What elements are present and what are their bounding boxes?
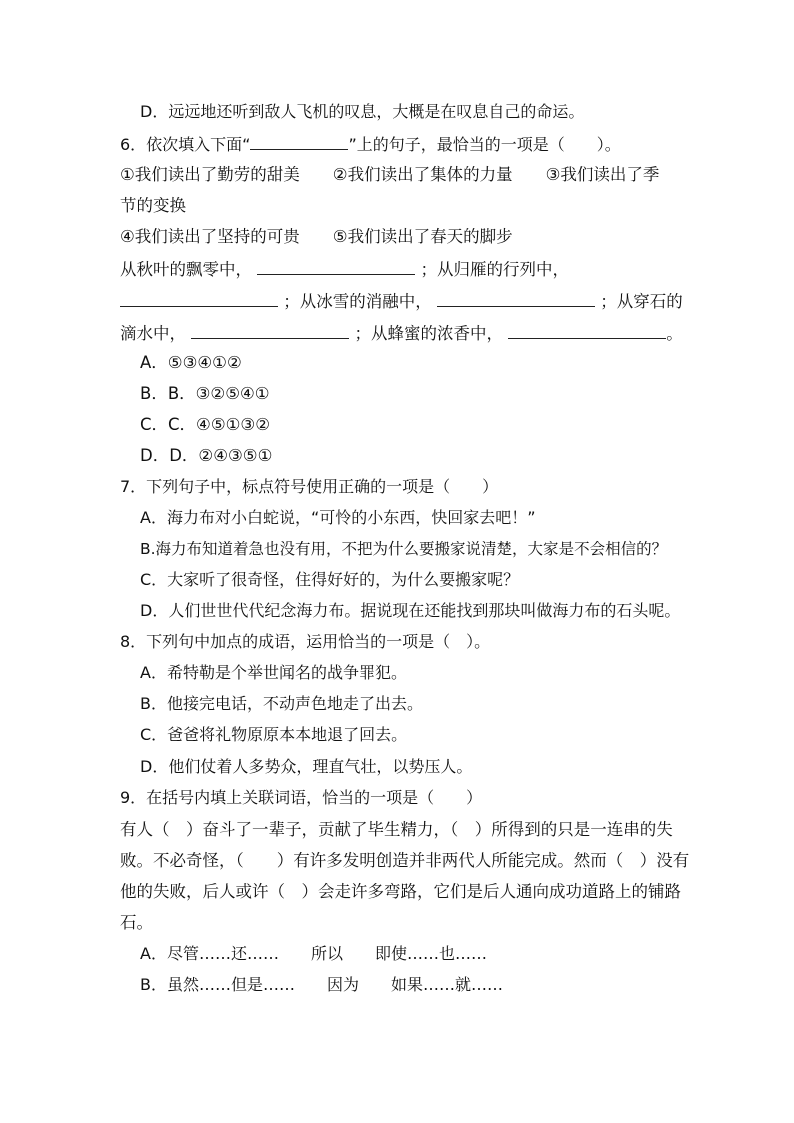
passage-text: ；从冰雪的消融中，	[283, 292, 432, 311]
q8-option-b: B．他接完电话，不动声色地走了出去。	[140, 694, 423, 713]
passage-blank-4	[191, 322, 349, 339]
q6-stem	[120, 133, 621, 156]
q6-option-d: D．D．②④③⑤①	[140, 446, 273, 465]
q8-option-d: D．他们仗着人多势众，理直气壮，以势压人。	[140, 757, 473, 776]
q9-option-a: A．尽管……还…… 所以 即使……也……	[140, 944, 487, 963]
passage-text: ；从蜂蜜的浓香中，	[354, 324, 503, 343]
q9-passage-line-3: 他的失败，后人或许（ ）会走许多弯路，它们是后人通向成功道路上的铺路	[120, 882, 681, 901]
passage-text: ；从归雁的行列中，	[420, 260, 569, 279]
passage-blank-2	[120, 290, 278, 307]
q8-option-a: A．希特勒是个举世闻名的战争罪犯。	[140, 663, 407, 682]
q9-passage-line-2: 败。不必奇怪，（ ）有许多发明创造并非两代人所能完成。然而（ ）没有	[120, 851, 690, 870]
passage-text: 。	[666, 324, 683, 343]
q8-option-c: C．爸爸将礼物原原本本地退了回去。	[140, 725, 408, 744]
q6-stem-part-b: ”上的句子，最恰当的一项是（ ）。	[348, 135, 621, 154]
q6-sentences-1-cont: 节的变换	[120, 196, 186, 215]
passage-blank-1	[257, 258, 415, 275]
passage-text: 从秋叶的飘零中，	[120, 260, 252, 279]
q7-stem: 7．下列句子中，标点符号使用正确的一项是（ ）	[120, 477, 499, 496]
q7-option-a: A．海力布对小白蛇说，“可怜的小东西，快回家去吧！”	[140, 508, 536, 527]
q6-sentences-2: ④我们读出了坚持的可贵 ⑤我们读出了春天的脚步	[120, 227, 513, 246]
passage-text: ；从穿石的	[600, 292, 683, 311]
q6-passage-line-3	[120, 322, 683, 345]
q9-passage-line-4: 石。	[120, 913, 153, 932]
q7-option-b: B.海力布知道着急也没有用，不把为什么要搬家说清楚，大家是不会相信的？	[140, 540, 668, 558]
q6-passage-line-2	[120, 290, 683, 313]
q9-stem: 9．在括号内填上关联词语，恰当的一项是（ ）	[120, 788, 483, 807]
q9-passage-line-1: 有人（ ）奋斗了一辈子，贡献了毕生精力，（ ）所得到的只是一连串的失	[120, 820, 673, 839]
passage-blank-5	[508, 322, 666, 339]
passage-text: 滴水中，	[120, 324, 186, 343]
q7-option-d: D．人们世世代代纪念海力布。据说现在还能找到那块叫做海力布的石头呢。	[140, 601, 681, 620]
q5-option-d: D．远远地还听到敌人飞机的叹息，大概是在叹息自己的命运。	[140, 102, 585, 121]
q6-option-c: C．C．④⑤①③②	[140, 415, 271, 434]
q6-passage-line-1	[120, 258, 569, 281]
passage-blank-3	[437, 290, 595, 307]
q6-sentences-1: ①我们读出了勤劳的甜美 ②我们读出了集体的力量 ③我们读出了季	[120, 165, 660, 184]
q6-stem-blank	[250, 133, 348, 150]
q6-option-b: B．B．③②⑤④①	[140, 384, 270, 403]
q7-option-c: C．大家听了很奇怪，住得好好的，为什么要搬家呢？	[140, 570, 520, 589]
q8-stem: 8．下列句中加点的成语，运用恰当的一项是（ ）。	[120, 632, 491, 651]
q9-option-b: B．虽然……但是…… 因为 如果……就……	[140, 975, 503, 994]
q6-option-a: A．⑤③④①②	[140, 353, 242, 372]
q6-stem-part-a: 6．依次填入下面“	[120, 135, 251, 154]
